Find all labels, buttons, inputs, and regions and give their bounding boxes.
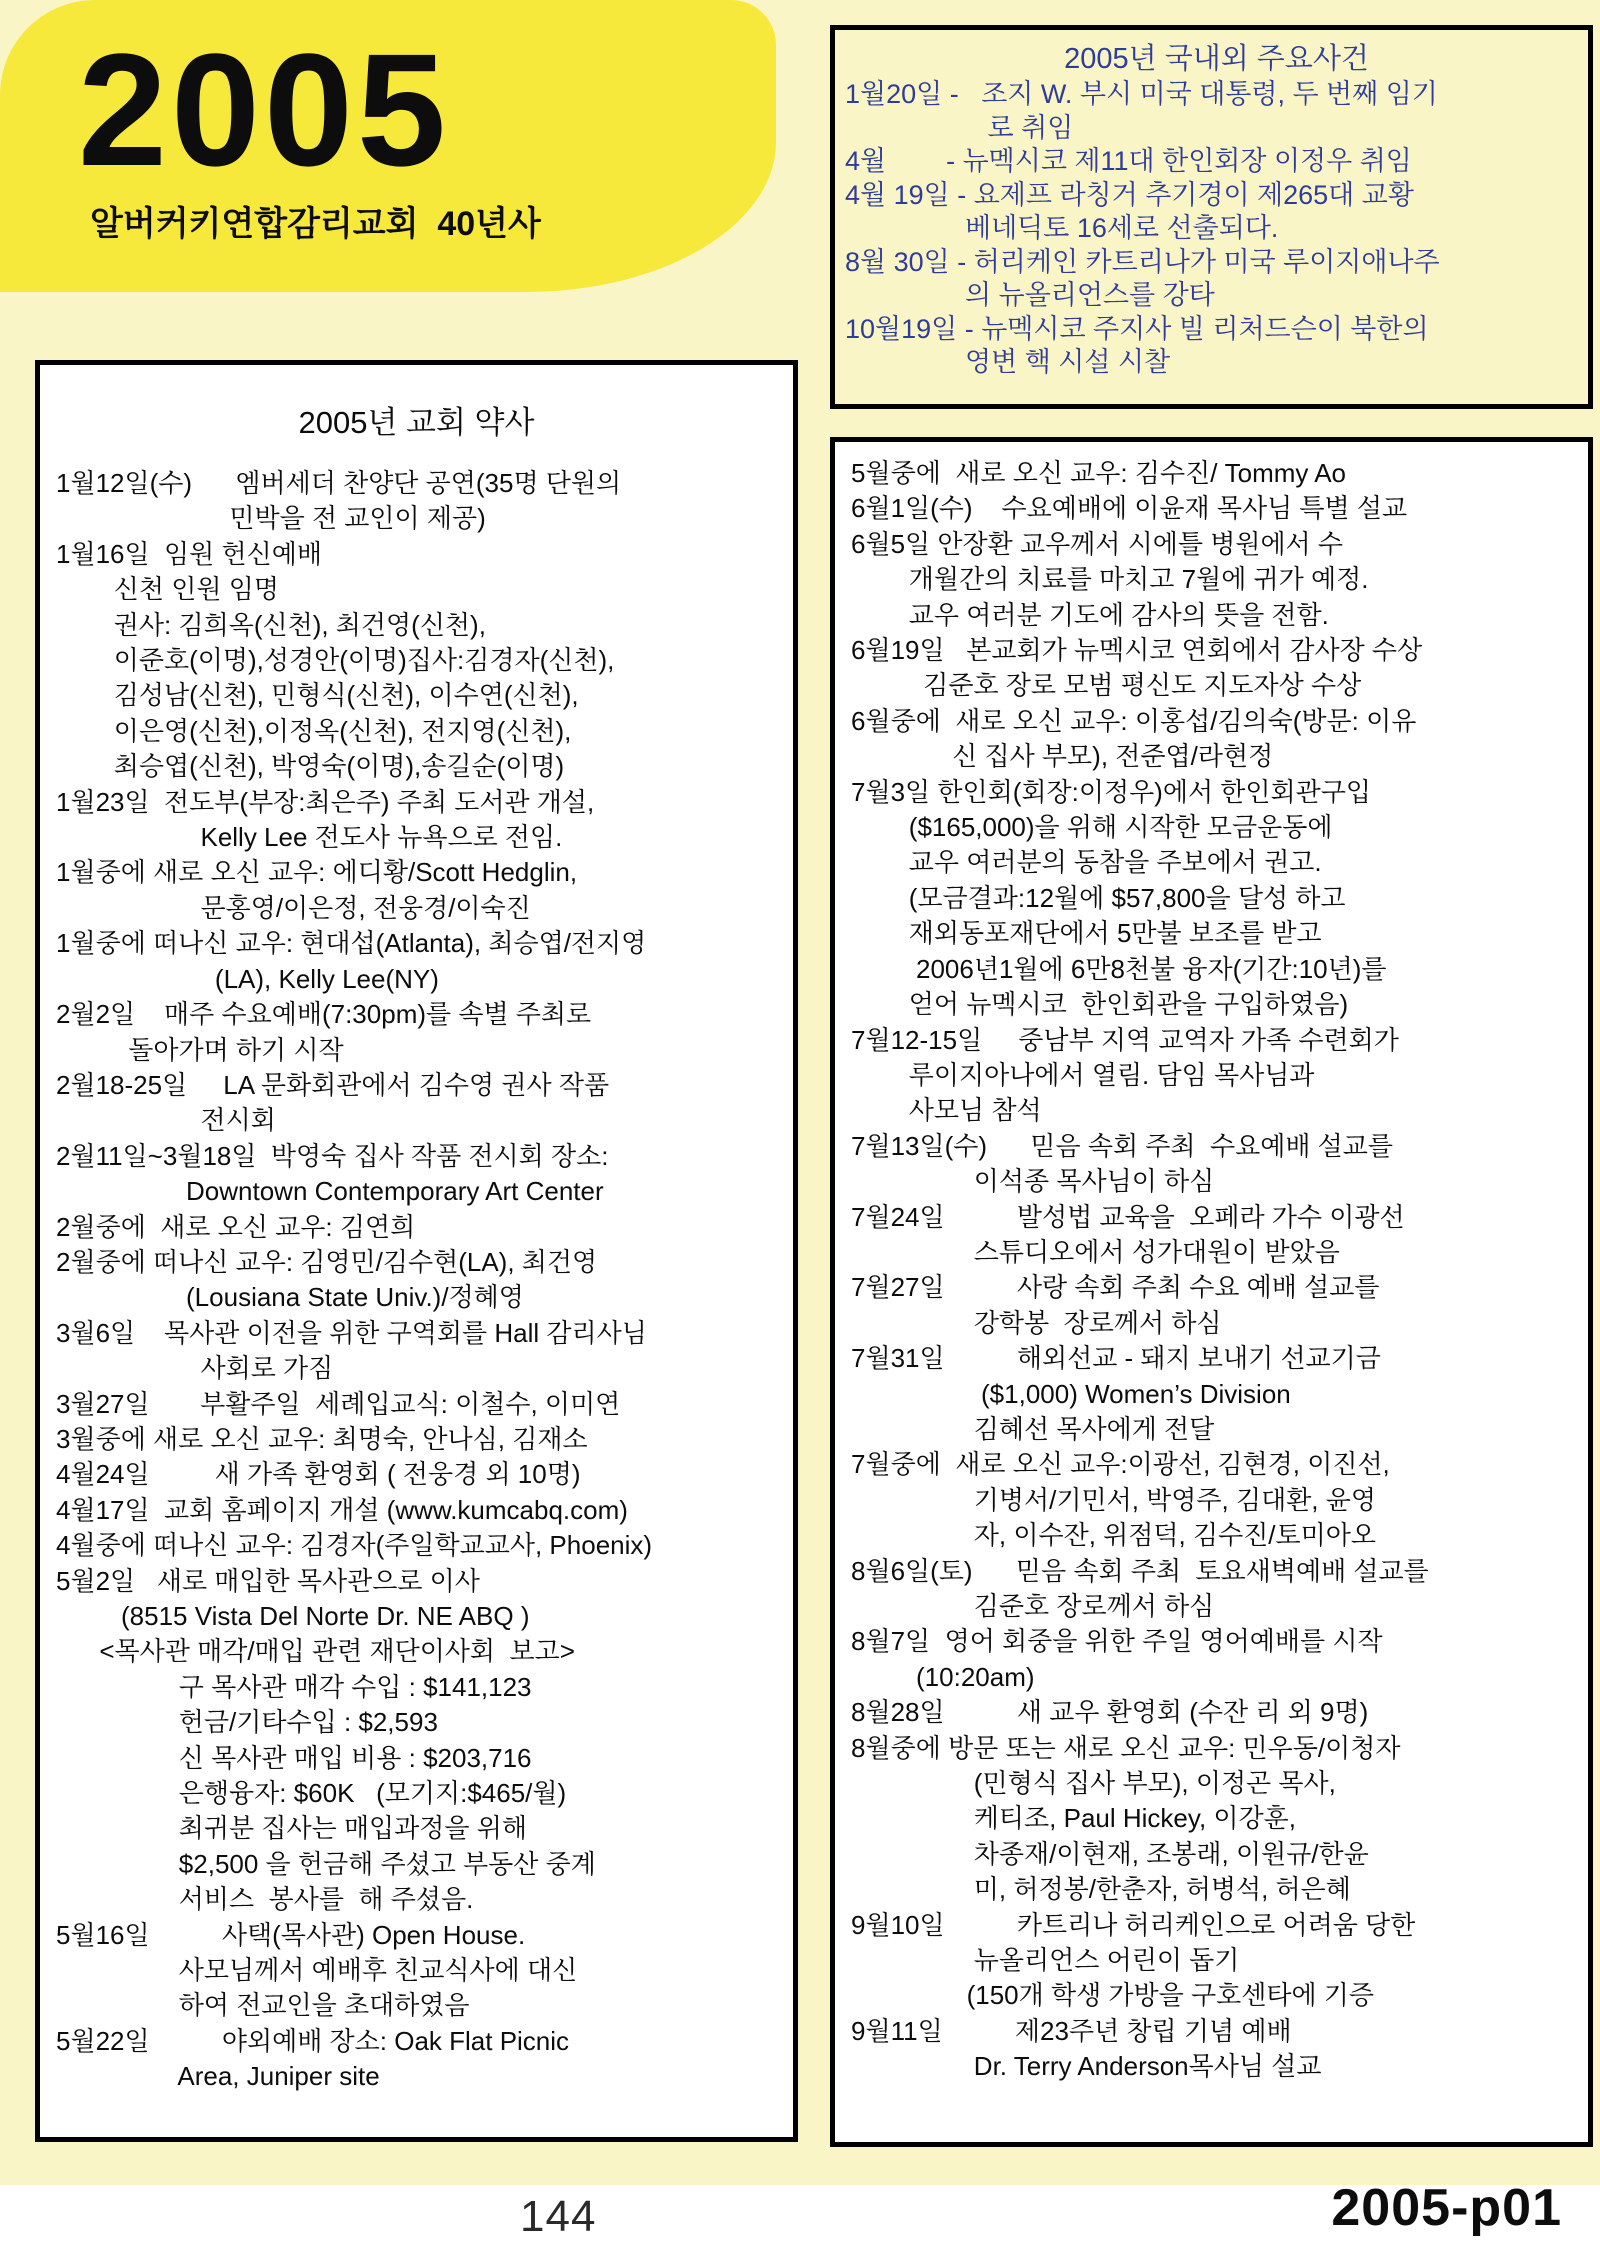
history-line: 4월24일 새 가족 환영회 ( 전웅경 외 10명) bbox=[56, 1459, 581, 1490]
history-line: <목사관 매각/매입 관련 재단이사회 보고> bbox=[56, 1636, 575, 1667]
history-line: 이준호(이명),성경안(이명)집사:김경자(신천), bbox=[56, 645, 615, 676]
major-events-list bbox=[845, 78, 1588, 380]
event-line: 베네딕토 16세로 선출되다. bbox=[845, 213, 1279, 243]
church-history-box bbox=[35, 360, 798, 2142]
history-line: 구 목사관 매각 수입 : $141,123 bbox=[56, 1671, 532, 1702]
event-line: 의 뉴올리언스를 강타 bbox=[845, 280, 1215, 310]
history-line: 9월11일 제23주년 창립 기념 예배 bbox=[851, 2015, 1292, 2046]
history-line: 6월중에 새로 오신 교우: 이홍섭/김의숙(방문: 이유 bbox=[851, 705, 1417, 736]
history-line: 1월16일 임원 헌신예배 bbox=[56, 538, 322, 569]
history-line: 7월3일 한인회(회장:이정우)에서 한인회관구입 bbox=[851, 776, 1371, 807]
history-line: 교우 여러분 기도에 감사의 뜻을 전함. bbox=[851, 599, 1329, 630]
history-line: 은행융자: $60K (모기지:$465/월) bbox=[56, 1778, 567, 1809]
history-line: Area, Juniper site bbox=[56, 2061, 380, 2092]
history-line: (10:20am) bbox=[851, 1661, 1035, 1692]
history-line: 2월중에 떠나신 교우: 김영민/김수현(LA), 최건영 bbox=[56, 1246, 598, 1277]
history-line: 케티조, Paul Hickey, 이강훈, bbox=[851, 1803, 1296, 1834]
history-line: 김혜선 목사에게 전달 bbox=[851, 1413, 1215, 1444]
event-line: 4월 19일 - 요제프 라칭거 추기경이 제265대 교황 bbox=[845, 179, 1414, 210]
event-line: 10월19일 - 뉴멕시코 주지사 빌 리처드슨이 북한의 bbox=[845, 313, 1429, 344]
history-line: 3월6일 목사관 이전을 위한 구역회를 Hall 감리사님 bbox=[56, 1317, 647, 1348]
year-header-card bbox=[0, 0, 776, 292]
history-line: 5월22일 야외예배 장소: Oak Flat Picnic bbox=[56, 2025, 570, 2056]
history-line: 7월12-15일 중남부 지역 교역자 가족 수련회가 bbox=[851, 1024, 1399, 1055]
history-line: 권사: 김희옥(신천), 최건영(신천), bbox=[56, 609, 486, 640]
history-line: 차종재/이현재, 조봉래, 이원규/한윤 bbox=[851, 1838, 1369, 1869]
history-line: 7월중에 새로 오신 교우:이광선, 김현경, 이진선, bbox=[851, 1449, 1390, 1480]
history-line: 4월17일 교회 홈페이지 개설 (www.kumcabq.com) bbox=[56, 1494, 628, 1525]
event-line: 영변 핵 시설 시찰 bbox=[845, 347, 1171, 377]
history-line: 사모님 참석 bbox=[851, 1095, 1042, 1126]
history-line: 신 목사관 매입 비용 : $203,716 bbox=[56, 1742, 532, 1773]
history-line: 문홍영/이은정, 전웅경/이숙진 bbox=[56, 892, 531, 923]
history-line: ($1,000) Women’s Division bbox=[851, 1378, 1291, 1409]
history-line: 7월31일 해외선교 - 돼지 보내기 선교기금 bbox=[851, 1343, 1381, 1374]
history-line: 전시회 bbox=[56, 1105, 276, 1136]
history-line: 기병서/기민서, 박영주, 김대환, 윤영 bbox=[851, 1484, 1376, 1515]
history-line: 2월중에 새로 오신 교우: 김연희 bbox=[56, 1211, 416, 1242]
history-line: 3월27일 부활주일 세례입교식: 이철수, 이미연 bbox=[56, 1388, 621, 1419]
church-history-lines bbox=[40, 466, 793, 2095]
history-line: 1월중에 새로 오신 교우: 에디황/Scott Hedglin, bbox=[56, 857, 578, 888]
history-line: 신 집사 부모), 전준엽/라현정 bbox=[851, 741, 1274, 772]
history-line: 최승엽(신천), 박영숙(이명),송길순(이명) bbox=[56, 751, 565, 782]
history-line: 2월2일 매주 수요예배(7:30pm)를 속별 주최로 bbox=[56, 999, 592, 1030]
history-line: 김준호 장로 모범 평신도 지도자상 수상 bbox=[851, 670, 1362, 701]
history-line: 미, 허정봉/한춘자, 허병석, 허은혜 bbox=[851, 1874, 1351, 1905]
history-line: 1월중에 떠나신 교우: 현대섭(Atlanta), 최승엽/전지영 bbox=[56, 928, 647, 959]
event-line: 8월 30일 - 허리케인 카트리나가 미국 루이지애나주 bbox=[845, 246, 1440, 277]
history-line: Downtown Contemporary Art Center bbox=[56, 1176, 604, 1207]
history-line: ($165,000)을 위해 시작한 모금운동에 bbox=[851, 812, 1333, 843]
history-line: (모금결과:12월에 $57,800을 달성 하고 bbox=[851, 882, 1346, 913]
history-line: 뉴올리언스 어린이 돕기 bbox=[851, 1945, 1240, 1976]
history-line: 서비스 봉사를 해 주셨음. bbox=[56, 1884, 474, 1915]
history-line: 7월24일 발성법 교육을 오페라 가수 이광선 bbox=[851, 1201, 1405, 1232]
major-events-title: 2005년 국내외 주요사건 bbox=[1064, 43, 1369, 75]
history-line: 6월5일 안장환 교우께서 시에틀 병원에서 수 bbox=[851, 528, 1344, 559]
history-line: 자, 이수잔, 위점덕, 김수진/토미아오 bbox=[851, 1520, 1376, 1551]
history-line: 돌아가며 하기 시작 bbox=[56, 1034, 344, 1065]
history-line: 3월중에 새로 오신 교우: 최명숙, 안나심, 김재소 bbox=[56, 1423, 588, 1454]
history-line: 민박을 전 교인이 제공) bbox=[56, 503, 486, 534]
history-line: 9월10일 카트리나 허리케인으로 어려움 당한 bbox=[851, 1909, 1416, 1940]
page-code: 2005-p01 bbox=[1331, 2179, 1562, 2237]
history-line: 스튜디오에서 성가대원이 받았음 bbox=[851, 1236, 1340, 1267]
history-line: 김성남(신천), 민형식(신천), 이수연(신천), bbox=[56, 680, 579, 711]
church-history-lines-continued bbox=[835, 442, 1588, 2085]
history-line: Kelly Lee 전도사 뉴욕으로 전임. bbox=[56, 822, 563, 853]
history-line: 5월16일 사택(목사관) Open House. bbox=[56, 1919, 526, 1950]
event-line: 4월 - 뉴멕시코 제11대 한인회장 이정우 취임 bbox=[845, 146, 1412, 176]
history-line: 4월중에 떠나신 교우: 김경자(주일학교교사, Phoenix) bbox=[56, 1530, 653, 1561]
history-line: 하여 전교인을 초대하였음 bbox=[56, 1990, 470, 2021]
history-line: 강학봉 장로께서 하심 bbox=[851, 1307, 1222, 1338]
history-line: 5월중에 새로 오신 교우: 김수진/ Tommy Ao bbox=[851, 458, 1347, 488]
history-line: (민형식 집사 부모), 이정곤 목사, bbox=[851, 1768, 1336, 1799]
page-number: 144 bbox=[520, 2192, 597, 2241]
history-line: (8515 Vista Del Norte Dr. NE ABQ ) bbox=[56, 1601, 530, 1631]
church-anniversary-subtitle: 알버커키연합감리교회 40년사 bbox=[90, 205, 541, 243]
history-line: 교우 여러분의 동참을 주보에서 권고. bbox=[851, 847, 1322, 878]
year-title: 2005 bbox=[78, 20, 450, 199]
history-line: 1월23일 전도부(부장:최은주) 주최 도서관 개설, bbox=[56, 786, 595, 817]
history-line: 6월1일(수) 수요예배에 이윤재 목사님 특별 설교 bbox=[851, 493, 1408, 524]
history-line: 사회로 가짐 bbox=[56, 1353, 334, 1384]
history-line: 얻어 뉴멕시코 한인회관을 구입하였음) bbox=[851, 989, 1349, 1020]
history-line: 7월27일 사랑 속회 주최 수요 예배 설교를 bbox=[851, 1272, 1380, 1303]
history-line: 재외동포재단에서 5만불 보조를 받고 bbox=[851, 918, 1322, 949]
history-line: 2월11일~3월18일 박영숙 집사 작품 전시회 장소: bbox=[56, 1140, 609, 1171]
history-line: 6월19일 본교회가 뉴멕시코 연회에서 감사장 수상 bbox=[851, 635, 1423, 666]
history-line: 이석종 목사님이 하심 bbox=[851, 1166, 1215, 1197]
history-line: 8월6일(토) 믿음 속회 주최 토요새벽예배 설교를 bbox=[851, 1555, 1429, 1586]
history-line: 8월28일 새 교우 환영회 (수잔 리 외 9명) bbox=[851, 1697, 1369, 1728]
history-line: $2,500 을 헌금해 주셨고 부동산 중계 bbox=[56, 1848, 596, 1879]
history-line: 5월2일 새로 매입한 목사관으로 이사 bbox=[56, 1565, 480, 1596]
history-line: 루이지아나에서 열림. 담임 목사님과 bbox=[851, 1059, 1315, 1090]
history-line: 8월7일 영어 회중을 위한 주일 영어예배를 시작 bbox=[851, 1626, 1383, 1657]
event-line: 1월20일 - 조지 W. 부시 미국 대통령, 두 번째 임기 bbox=[845, 79, 1438, 109]
history-line: 2006년1월에 6만8천불 융자(기간:10년)를 bbox=[851, 953, 1387, 984]
history-line: Dr. Terry Anderson목사님 설교 bbox=[851, 2051, 1322, 2082]
history-line: 개월간의 치료를 마치고 7월에 귀가 예정. bbox=[851, 564, 1369, 595]
history-line: 1월12일(수) 엠버세더 찬양단 공연(35명 단원의 bbox=[56, 468, 622, 498]
history-line: 8월중에 방문 또는 새로 오신 교우: 민우동/이청자 bbox=[851, 1732, 1401, 1763]
history-line: (150개 학생 가방을 구호센타에 기증 bbox=[851, 1980, 1375, 2011]
history-line: (Lousiana State Univ.)/정혜영 bbox=[56, 1282, 524, 1313]
history-line: 7월13일(수) 믿음 속회 주최 수요예배 설교를 bbox=[851, 1130, 1394, 1161]
event-line: 로 취임 bbox=[845, 112, 1074, 143]
church-history-box-continued bbox=[830, 437, 1593, 2147]
major-events-box bbox=[830, 25, 1593, 409]
history-line: (LA), Kelly Lee(NY) bbox=[56, 963, 439, 994]
history-line: 사모님께서 예배후 친교식사에 대신 bbox=[56, 1955, 578, 1986]
history-line: 김준호 장로께서 하심 bbox=[851, 1591, 1215, 1621]
history-line: 최귀분 집사는 매입과정을 위해 bbox=[56, 1813, 527, 1844]
history-line: 헌금/기타수입 : $2,593 bbox=[56, 1707, 438, 1738]
history-line: 2월18-25일 LA 문화회관에서 김수영 권사 작품 bbox=[56, 1069, 610, 1100]
church-history-title: 2005년 교회 약사 bbox=[298, 405, 535, 440]
history-line: 신천 인원 임명 bbox=[56, 574, 279, 605]
history-line: 이은영(신천),이정옥(신천), 전지영(신천), bbox=[56, 715, 572, 746]
